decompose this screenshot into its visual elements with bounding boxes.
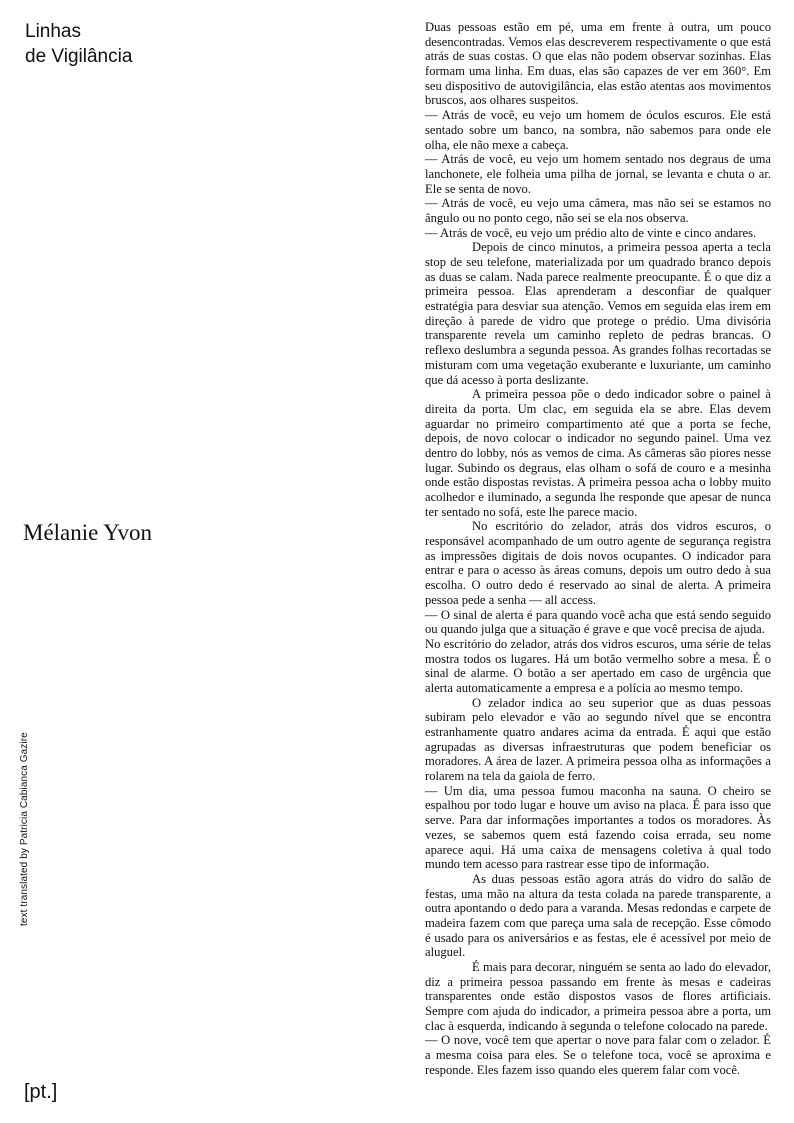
title-line-1: Linhas (25, 21, 81, 42)
paragraph: É mais para decorar, ninguém se senta ao lado do elevador, diz a primeira pessoa passando em frente às mesas e cadeiras transparentes onde estão dispostos vasos de flores artificiais. Sempre com ajuda do indicador, a primeira pessoa abre a porta, um clac à esquerda, indicando à segunda o telefone colocado na parede. (425, 960, 771, 1033)
paragraph: — Atrás de você, eu vejo um prédio alto de vinte e cinco andares. (425, 225, 757, 240)
paragraph: — Atrás de você, eu vejo um homem de óculos escuros. Ele está sentado sobre um banco, na sombra, não sabemos para onde ele olha, ele não mexe a cabeça. (425, 108, 771, 152)
author-name: Mélanie Yvon (23, 520, 153, 545)
paragraph: No escritório do zelador, atrás dos vidros escuros, uma série de telas mostra todos os lugares. Há um botão vermelho sobre a mesa. É o sinal de alarme. O botão a ser apertado em caso de urgência que alerta automaticamente a empresa e a polícia ao mesmo tempo. (425, 636, 771, 695)
paragraph: O zelador indica ao seu superior que as duas pessoas subiram pelo elevador e vão ao segundo nível que se encontra estranhamente quatro andares acima da entrada. É aqui que estão agrupadas as diversas infraestruturas que podem beneficiar os moradores. A área de lazer. A primeira pessoa olha as informações a rolarem na tela da gaiola de ferro. (425, 695, 771, 784)
paragraph: No escritório do zelador, atrás dos vidros escuros, o responsável acompanhado de um outro agente de segurança registra as impressões digitais de dois novos ocupantes. O indicador para entrar e para o acesso às áreas comuns, depois um outro dedo à sua escolha. O outro dedo é reservado ao sinal de alerta. A primeira pessoa pede a senha — all access. (425, 519, 771, 607)
paragraph: As duas pessoas estão agora atrás do vidro do salão de festas, uma mão na altura da testa colada na parede transparente, a outra apontando o dedo para a varanda. Mesas redondas e carpete de madeira fazem com que pareça uma sala de recepção. Esse cômodo é usado para os aniversários e as festas, ele é acessível por meio de aluguel. (425, 871, 771, 960)
translator-credit: text translated by Patricia Cabianca Gazire (19, 732, 30, 926)
title-line-2: de Vigilância (25, 46, 133, 67)
paragraph: — O sinal de alerta é para quando você acha que está sendo seguido ou quando julga que a situação é grave e que você precisa de ajuda. (425, 607, 771, 637)
paragraph: — O nove, você tem que apertar o nove para falar com o zelador. É a mesma coisa para eles. Se o telefone toca, você se aproxima e responde. Eles fazem isso quando eles querem falar com você. (425, 1033, 771, 1077)
paragraph: — Um dia, uma pessoa fumou maconha na sauna. O cheiro se espalhou por todo lugar e houve um aviso na placa. É para isso que serve. Para dar informações importantes a todos os moradores. Às vezes, se sabemos quem está fazendo coisa errada, seu nome aparece aqui. Há uma caixa de mensagens coletiva à qual todo mundo tem acesso para rastrear esse tipo de informação. (425, 783, 771, 872)
paragraph: Duas pessoas estão em pé, uma em frente à outra, um pouco desencontradas. Vemos elas descreverem respectivamente o que está atrás de suas costas. O que elas não podem observar sozinhas. Elas formam uma linha. Em duas, elas são capazes de ver em 360°. Em seu dispositivo de autovigilância, elas estão atentas aos movimentos bruscos, aos olhares suspeitos. (425, 20, 771, 108)
paragraph: — Atrás de você, eu vejo uma câmera, mas não sei se estamos no ângulo ou no ponto cego, não sei se ela nos observa. (425, 196, 771, 225)
paragraph: A primeira pessoa põe o dedo indicador sobre o painel à direita da porta. Um clac, em seguida ela se abre. Elas devem aguardar no primeiro compartimento até que a porta se feche, depois, de novo colocar o indicador no segundo painel. Uma vez dentro do lobby, nós as vemos de cima. As câmeras são piores nesse lugar. Subindo os degraus, elas olham o sofá de couro e a mesinha onde estão dispostas revistas. A primeira pessoa acha o lobby muito acolhedor e iluminado, a segunda lhe responde que apesar de nunca ter sentado no sofá, este lhe parece macio. (425, 387, 771, 519)
page-title (25, 19, 285, 69)
paragraph: Depois de cinco minutos, a primeira pessoa aperta a tecla stop de seu telefone, materializada por um quadrado branco depois as duas se calam. Nada parece realmente preocupante. É o que diz a primeira pessoa. Elas aprenderam a desconfiar de qualquer estratégia para desviar sua atenção. Vemos em seguida elas irem em direção à parede de vidro que protege o prédio. Uma divisória transparente revela um caminho repleto de pedras brancas. O reflexo deslumbra a segunda pessoa. As grandes folhas recortadas se misturam com uma vegetação exuberante e luxuriante, um caminho que dá acesso à porta deslizante. (425, 240, 771, 387)
publisher-mark: [pt.] (24, 1081, 58, 1103)
body-text (425, 20, 771, 1078)
paragraph: — Atrás de você, eu vejo um homem sentado nos degraus de uma lanchonete, ele folheia uma pilha de jornal, se levanta e chuta o ar. Ele se senta de novo. (425, 152, 771, 196)
